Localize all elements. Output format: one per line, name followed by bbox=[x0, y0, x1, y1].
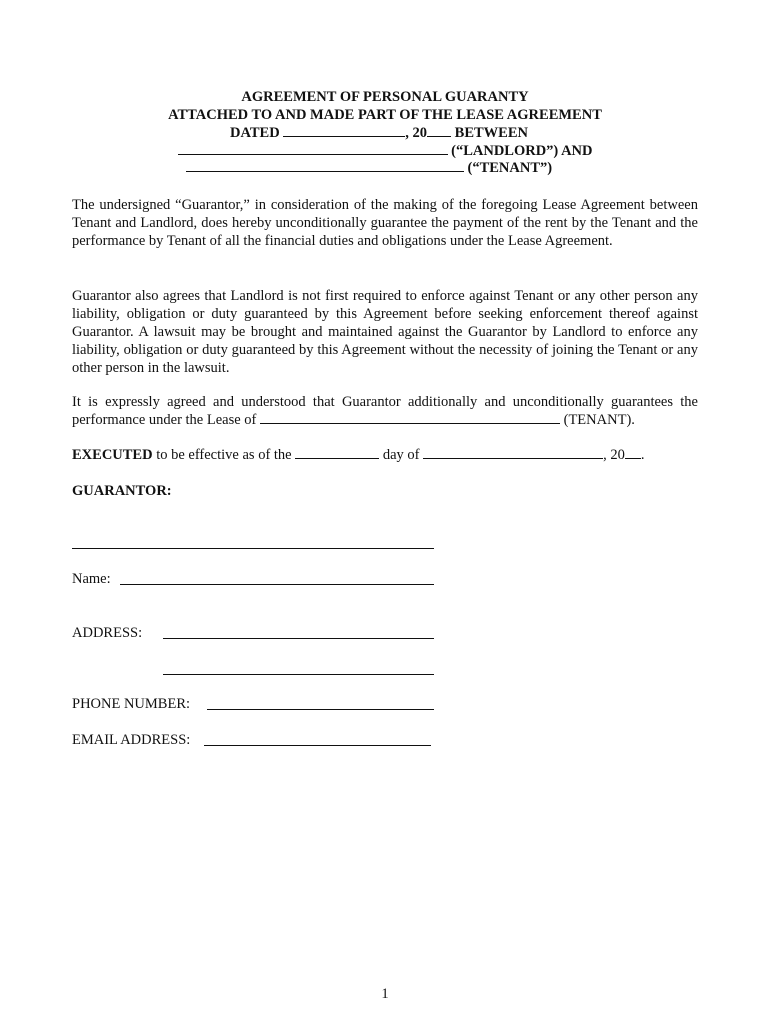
date-blank[interactable] bbox=[283, 124, 405, 137]
tenant-label: (“TENANT”) bbox=[467, 160, 553, 176]
year-prefix: , 20 bbox=[405, 125, 428, 141]
landlord-label: (“LANDLORD”) AND bbox=[451, 143, 593, 159]
paragraph-additional-guarantee bbox=[72, 393, 698, 429]
tenant-line bbox=[0, 159, 770, 178]
lease-tenant-blank[interactable] bbox=[260, 411, 560, 424]
phone-line[interactable] bbox=[207, 709, 434, 710]
dated-line bbox=[0, 124, 770, 143]
p3-start: It is expressly agreed and understood that Guarantor additionally and unconditionally guarantees the performance under the Lease of bbox=[72, 394, 698, 428]
title-line-2: ATTACHED TO AND MADE PART OF THE LEASE AGREEMENT bbox=[168, 107, 602, 123]
year-blank[interactable] bbox=[427, 124, 451, 137]
executed-text-1: to be effective as of the bbox=[156, 447, 292, 463]
executed-text-3: , 20 bbox=[603, 447, 625, 463]
executed-text-4: . bbox=[640, 447, 645, 463]
paragraph-guarantee: The undersigned “Guarantor,” in consideration of the making of the foregoing Lease Agreement between Tenant and Landlord, does hereby unconditionally guarantee the payment of the rent by the Tenant and the performance by Tenant of all the financial duties and obligations under the Lease Agreement. bbox=[72, 197, 698, 249]
executed-label: EXECUTED bbox=[72, 447, 153, 463]
dated-label: DATED bbox=[229, 125, 280, 141]
phone-label: PHONE NUMBER: bbox=[72, 696, 191, 712]
month-blank[interactable] bbox=[423, 446, 603, 459]
tenant-blank[interactable] bbox=[186, 159, 464, 172]
guarantor-label: GUARANTOR: bbox=[72, 483, 172, 499]
landlord-blank[interactable] bbox=[178, 142, 448, 155]
p3-end: (TENANT). bbox=[563, 412, 635, 428]
name-label: Name: bbox=[72, 571, 111, 587]
name-line[interactable] bbox=[120, 584, 434, 585]
title-line-1: AGREEMENT OF PERSONAL GUARANTY bbox=[241, 89, 529, 105]
address-label: ADDRESS: bbox=[72, 625, 143, 641]
executed-line bbox=[72, 446, 645, 464]
paragraph-enforcement: Guarantor also agrees that Landlord is not first required to enforce against Tenant or any other person any liability, obligation or duty guaranteed by this Agreement before seeking enforcement thereof against Guarantor. A lawsuit may be brought and maintained against the Guarantor by Landlord to enforce any liability, obligation or duty guaranteed by this Agreement without the necessity of joining the Tenant or any other person in the lawsuit. bbox=[72, 288, 698, 376]
day-blank[interactable] bbox=[295, 446, 379, 459]
address-line-2[interactable] bbox=[163, 674, 434, 675]
address-line-1[interactable] bbox=[163, 638, 434, 639]
executed-year-blank[interactable] bbox=[625, 446, 641, 459]
page-number: 1 bbox=[381, 986, 389, 1002]
between-label: BETWEEN bbox=[454, 125, 529, 141]
email-line[interactable] bbox=[204, 745, 431, 746]
signature-line[interactable] bbox=[72, 548, 434, 549]
email-label: EMAIL ADDRESS: bbox=[72, 732, 191, 748]
executed-text-2: day of bbox=[382, 447, 420, 463]
